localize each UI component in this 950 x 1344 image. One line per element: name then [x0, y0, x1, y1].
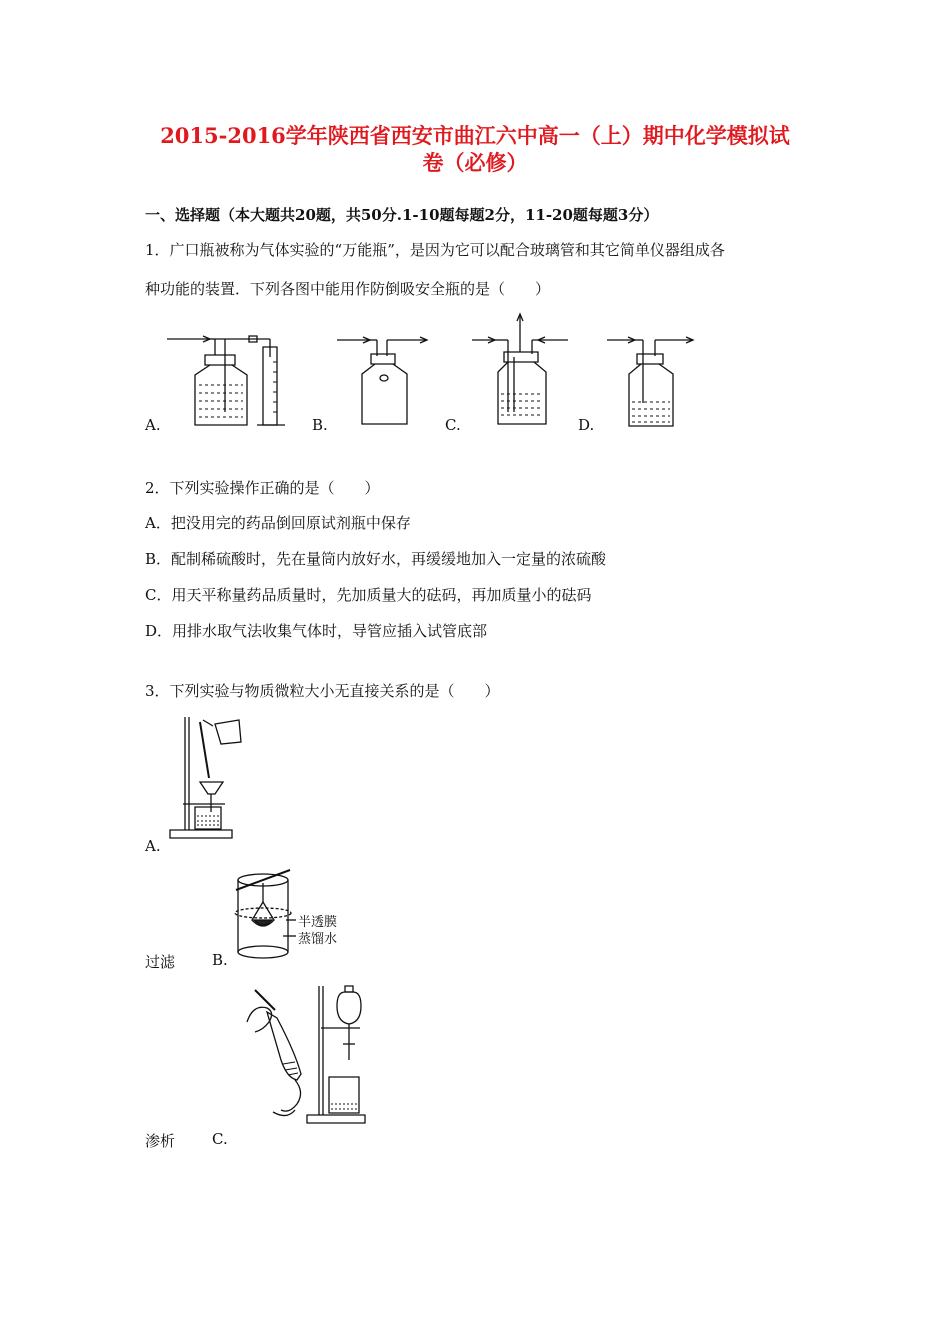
q3-option-c: C.: [212, 1130, 228, 1148]
q3-caption-a: 过滤: [145, 953, 176, 971]
q1-stem-line1: 1．广口瓶被称为气体实验的“万能瓶”，是因为它可以配合玻璃管和其它简单仪器组成各: [145, 241, 725, 259]
label-distilled-water: 蒸馏水: [298, 932, 338, 947]
section-heading: 一、选择题（本大题共20题，共50分.1-10题每题2分，11-20题每题3分）: [145, 206, 659, 224]
q1-option-a: A.: [145, 416, 161, 434]
q1-figure-d: [605, 328, 705, 432]
q1-option-b: B.: [312, 416, 328, 434]
q2-option-d: D．用排水取气法收集气体时，导管应插入试管底部: [145, 622, 488, 640]
q2-option-b: B．配制稀硫酸时，先在量筒内放好水，再缓缓地加入一定量的浓硫酸: [145, 550, 607, 568]
document-title-line2: 卷（必修）: [422, 150, 528, 175]
q3-figure-b: [228, 868, 358, 963]
q1-figure-a: [165, 327, 300, 432]
q3-option-b: B.: [212, 951, 228, 969]
q2-option-c: C．用天平称量药品质量时，先加质量大的砝码，再加质量小的砝码: [145, 586, 592, 604]
q1-stem-line2: 种功能的装置．下列各图中能用作防倒吸安全瓶的是（ ）: [145, 280, 551, 298]
q3-figure-c: [235, 982, 375, 1127]
q2-stem: 2．下列实验操作正确的是（ ）: [145, 479, 380, 497]
label-semipermeable-membrane: 半透膜: [298, 915, 338, 930]
q1-option-d: D.: [578, 416, 595, 434]
q2-option-a: A．把没用完的药品倒回原试剂瓶中保存: [145, 514, 411, 532]
document-title-line1: 2015-2016学年陕西省西安市曲江六中高一（上）期中化学模拟试: [160, 123, 790, 148]
q1-figure-c: [470, 312, 580, 430]
q3-option-a: A.: [145, 837, 161, 855]
q3-figure-a: [165, 712, 250, 842]
q1-figure-b: [335, 330, 435, 430]
q1-option-c: C.: [445, 416, 461, 434]
q3-caption-b: 渗析: [145, 1132, 176, 1150]
q3-stem: 3．下列实验与物质微粒大小无直接关系的是（ ）: [145, 682, 500, 700]
